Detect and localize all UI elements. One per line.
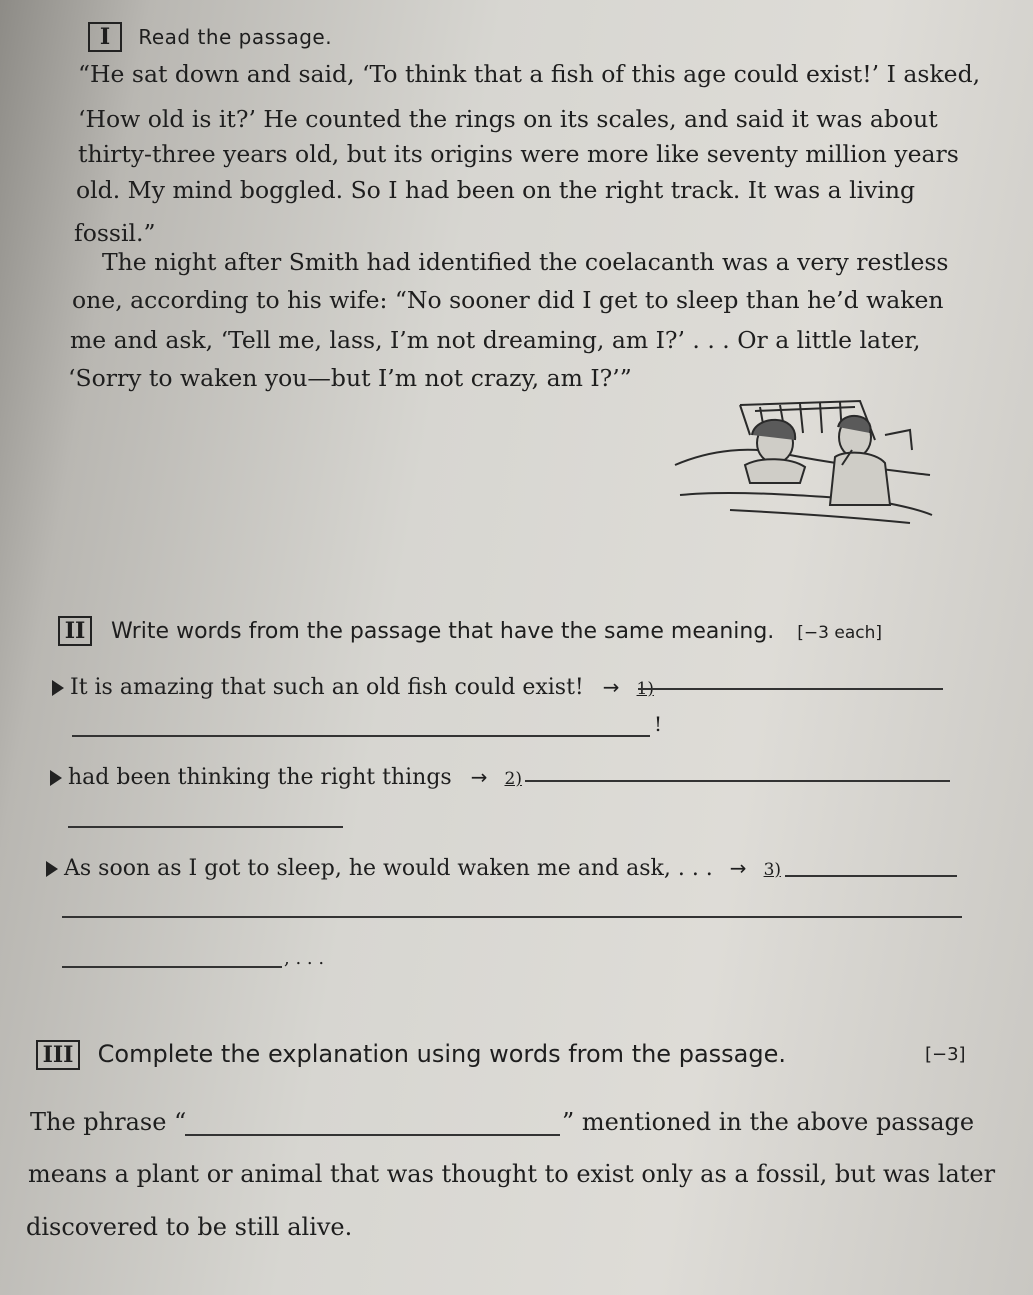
section-1-number: I: [88, 22, 122, 52]
item-3: [46, 856, 781, 881]
section-3-heading: Complete the explanation using words from the passage.: [97, 1040, 786, 1068]
section-2-header: [58, 616, 882, 646]
section-3-line-3: discovered to be still alive.: [26, 1213, 353, 1241]
arrow-icon: →: [729, 856, 747, 880]
woman-figure: [745, 420, 805, 483]
section-1-heading: Read the passage.: [138, 25, 333, 49]
phrase-before: The phrase “: [30, 1108, 187, 1136]
section-3-points: [−3]: [925, 1044, 966, 1065]
answer-line-phrase[interactable]: [185, 1134, 560, 1136]
passage-line-3: thirty-three years old, but its origins were more like seventy million years: [78, 140, 959, 168]
item-3-number: 3): [763, 860, 782, 880]
section-3-line-2: means a plant or animal that was thought to exist only as a fossil, but was later: [28, 1160, 996, 1188]
answer-line-2a[interactable]: [525, 780, 950, 782]
section-2-points: [−3 each]: [797, 623, 883, 643]
passage-line-5: fossil.”: [74, 219, 156, 247]
passage-line-7: one, according to his wife: “No sooner did I get to sleep than he’d waken: [72, 286, 944, 314]
section-3-line-1: [30, 1108, 186, 1136]
passage-line-9: ‘Sorry to waken you—but I’m not crazy, am I?’”: [68, 364, 632, 392]
bed-illustration: [670, 395, 935, 530]
man-figure: [830, 416, 890, 505]
answer-line-3c[interactable]: [62, 966, 282, 968]
item-1-number: 1): [636, 679, 654, 699]
passage-line-1: “He sat down and said, ‘To think that a fish of this age could exist!’ I asked,: [78, 60, 981, 88]
section-3-number: III: [36, 1040, 80, 1070]
section-1-header: [88, 22, 332, 52]
item-3-end: , . . .: [284, 948, 325, 969]
triangle-bullet-icon: [50, 770, 62, 786]
arrow-icon: →: [602, 675, 620, 699]
section-2-number: II: [58, 616, 92, 646]
item-1: [52, 675, 654, 700]
passage-line-6: The night after Smith had identified the coelacanth was a very restless: [102, 248, 949, 276]
section-2-heading: Write words from the passage that have the same meaning.: [111, 619, 775, 644]
arrow-icon: →: [470, 765, 488, 789]
item-2-number: 2): [504, 769, 522, 789]
triangle-bullet-icon: [46, 861, 58, 877]
item-1-end: !: [654, 712, 663, 736]
answer-line-1b[interactable]: [72, 735, 650, 737]
triangle-bullet-icon: [52, 680, 64, 696]
answer-line-1a[interactable]: [638, 688, 943, 690]
item-1-text: It is amazing that such an old fish could exist!: [70, 675, 584, 700]
answer-line-3b[interactable]: [62, 916, 962, 918]
phrase-after: ” mentioned in the above passage: [562, 1108, 975, 1136]
passage-line-4: old. My mind boggled. So I had been on the right track. It was a living: [76, 176, 916, 204]
item-2-text: had been thinking the right things: [68, 765, 452, 790]
answer-line-3a[interactable]: [785, 875, 957, 877]
passage-line-8: me and ask, ‘Tell me, lass, I’m not dreaming, am I?’ . . . Or a little later,: [70, 326, 921, 354]
section-3-header: [36, 1040, 786, 1070]
passage-line-2: ‘How old is it?’ He counted the rings on its scales, and said it was about: [78, 105, 938, 133]
item-3-text: As soon as I got to sleep, he would waken me and ask, . . .: [64, 856, 713, 881]
item-2: [50, 765, 522, 790]
answer-line-2b[interactable]: [68, 826, 343, 828]
